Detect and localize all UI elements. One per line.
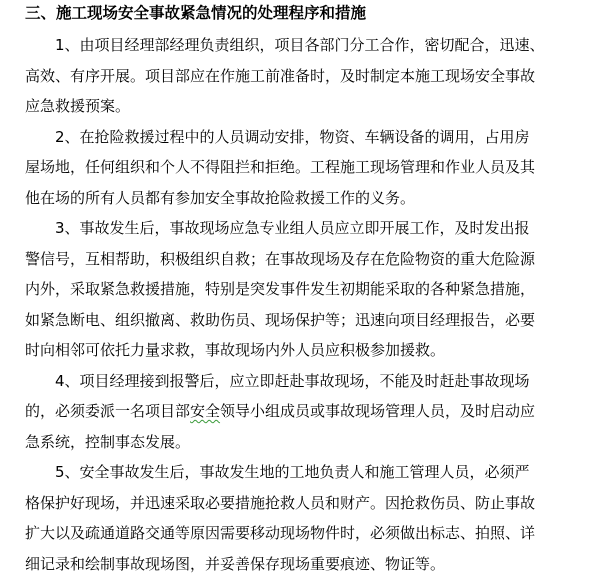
paragraph-4-line-1: 4、项目经理接到报警后，应立即赶赴事故现场，不能及时赶赴事故现场	[55, 372, 530, 390]
paragraph-2-line-1: 2、在抢险救援过程中的人员调动安排，物资、车辆设备的调用，占用房	[55, 128, 530, 146]
section-heading: 三、施工现场安全事故紧急情况的处理程序和措施	[25, 4, 367, 22]
paragraph-5-line-2: 格保护好现场，并迅速采取必要措施抢救人员和财产。因抢救伤员、防止事故	[25, 494, 536, 512]
paragraph-5-line-1: 5、安全事故发生后，事故发生地的工地负责人和施工管理人员，必须严	[55, 463, 530, 481]
paragraph-3-line-2: 警信号，互相帮助，积极组织自救；在事故现场及存在危险物资的重大危险源	[25, 250, 536, 268]
paragraph-3-line-4: 如紧急断电、组织撤离、救助伤员、现场保护等；迅速向项目经理报告，必要	[25, 311, 536, 329]
paragraph-4-line-3: 急系统，控制事态发展。	[25, 433, 191, 451]
paragraph-3-line-3: 内外，采取紧急救援措施，特别是突发事件发生初期能采取的各种紧急措施，	[25, 280, 536, 298]
paragraph-1-line-3: 应急救援预案。	[25, 97, 131, 115]
paragraph-1-line-2: 高效、有序开展。项目部应在作施工前准备时，及时制定本施工现场安全事故	[25, 67, 536, 85]
paragraph-2-line-3: 他在场的所有人员都有参加安全事故抢险救援工作的义务。	[25, 189, 416, 207]
grammar-check-underline: 安全	[190, 402, 221, 420]
paragraph-2-line-2: 屋场地，任何组织和个人不得阻拦和拒绝。工程施工现场管理和作业人员及其	[25, 158, 536, 176]
paragraph-5-line-3: 扩大以及疏通道路交通等原因需要移动现场物件时，必须做出标志、拍照、详	[25, 524, 536, 542]
paragraph-3-line-1: 3、事故发生后，事故现场应急专业组人员应立即开展工作，及时发出报	[55, 219, 530, 237]
paragraph-4-line-2	[25, 401, 535, 421]
paragraph-4-line-2-text: 的，必须委派一名项目部安全领导小组成员或事故现场管理人员，及时启动应	[25, 402, 536, 420]
paragraph-3-line-5: 时向相邻可依托力量求救，事故现场内外人员应积极参加援救。	[25, 341, 446, 359]
paragraph-5-line-4: 细记录和绘制事故现场图，并妥善保存现场重要痕迹、物证等。	[25, 555, 446, 573]
paragraph-1-line-1: 1、由项目经理部经理负责组织，项目各部门分工合作，密切配合，迅速、	[55, 36, 545, 54]
